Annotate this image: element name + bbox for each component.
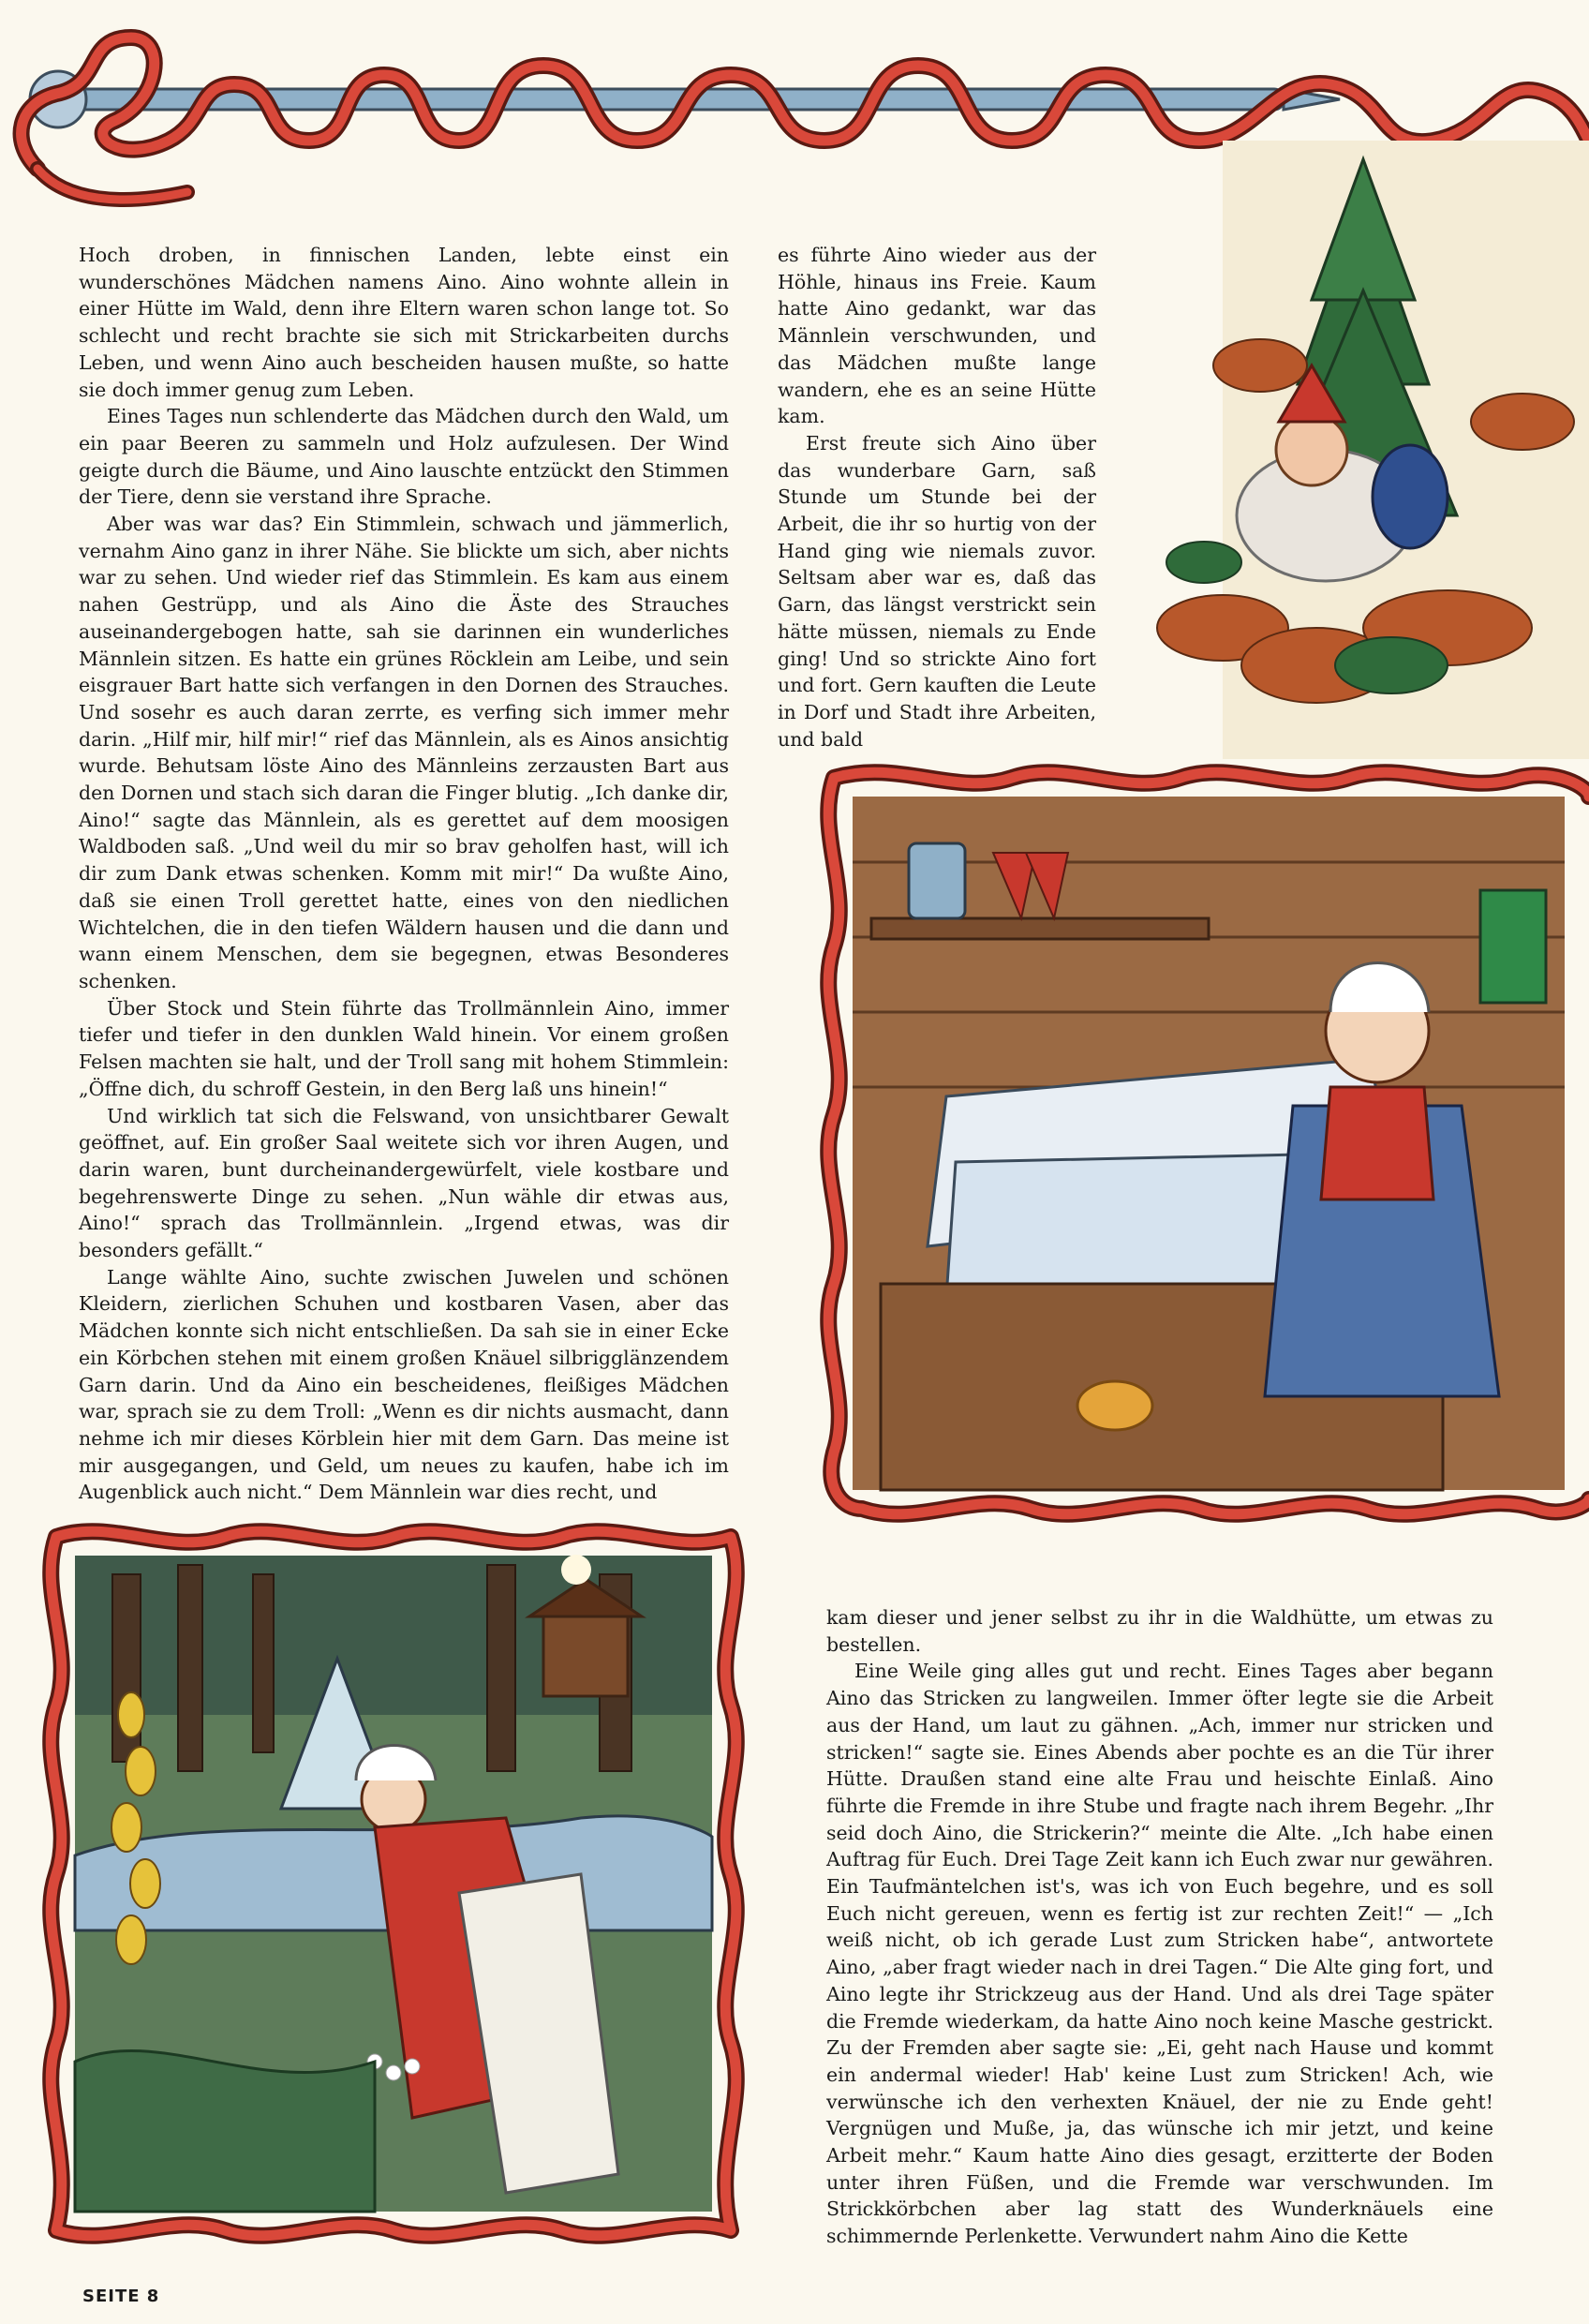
text-column-right-top xyxy=(778,242,1096,752)
paragraph: Eine Weile ging alles gut und recht. Eines Tages aber begann Aino das Stricken zu langweilen. Immer öfter legte sie die Arbeit aus der Hand, um laut zu gähnen. „Ach, immer nur stricken und stricken!“ sagte sie. Eines Abends aber pochte es an die Tür ihrer Hütte. Draußen stand eine alte Frau und heischte Einlaß. Aino führte die Fremde in ihre Stube und fragte nach ihrem Begehr. „Ihr seid doch Aino, die Strickerin?“ meinte die Alte. „Ich habe einen Auftrag für Euch. Drei Tage Zeit kann ich Euch zwar nur gewähren. Ein Taufmäntelchen ist's, was ich von Euch begehre, und es soll Euch nicht gereuen, wenn es fertig ist zur rechten Zeit!“ — „Ich weiß nicht, ob ich gerade Lust zum Stricken habe“, antwortete Aino, „aber fragt wieder nach in drei Tagen.“ Die Alte ging fort, und Aino legte ihr Strickzeug aus der Hand. Und als drei Tage später die Fremde wiederkam, da hatte Aino noch keine Masche gestrickt. Zu der Fremden aber sagte sie: „Ei, geht nach Hause und kommt ein andermal wieder! Hab' keine Lust zum Stricken! Ach, wie verwünsche ich den verhexten Knäuel, der nie zu Ende geht! Vergnügen und Muße, ja, das wünsche ich mir jetzt, und keine Arbeit mehr.“ Kaum hatte Aino dies gesagt, erzitterte der Boden unter ihren Füßen, und die Fremde war verschwunden. Im Strickkörbchen aber lag statt des Wunderknäuels eine schimmernde Perlenkette. Verwundert nahm Aino die Kette xyxy=(826,1660,1493,2248)
paragraph: Und wirklich tat sich die Felswand, von unsichtbarer Gewalt geöffnet, auf. Ein großer Saal weitete sich vor ihren Augen, und darin waren, bunt durcheinandergewürfelt, viele kostbare und begehrenswerte Dinge zu sehen. „Nun wähle dir etwas aus, Aino!“ sprach das Trollmännlein. „Irgend etwas, was dir besonders gefällt.“ xyxy=(79,1104,729,1262)
paragraph: kam dieser und jener selbst zu ihr in die Waldhütte, um etwas zu bestellen. xyxy=(826,1606,1493,1656)
aino-forest-illustration xyxy=(19,1499,759,2268)
paragraph: Über Stock und Stein führte das Trollmännlein Aino, immer tiefer und tiefer in den dunklen Wald hinein. Vor einem großen Felsen machten sie halt, und der Troll sang mit hohem Stimmlein: „Öffne dich, du schroff Gestein, in den Berg laß uns hinein!“ xyxy=(79,996,729,1100)
page-number: SEITE 8 xyxy=(82,2287,160,2306)
paragraph: es führte Aino wieder aus der Höhle, hinaus ins Freie. Kaum hatte Aino gedankt, war das Männlein verschwunden, und das Mädchen mußte lange wandern, ehe es an seine Hütte kam. xyxy=(778,244,1096,428)
paragraph: Eines Tages nun schlenderte das Mädchen durch den Wald, um ein paar Beeren zu sammeln und Holz aufzulesen. Der Wind geigte durch die Bäume, und Aino lauschte entzückt den Stimmen der Tiere, denn sie verstand ihre Sprache. xyxy=(79,405,729,509)
text-column-left xyxy=(79,242,729,1506)
paragraph: Aber was war das? Ein Stimmlein, schwach und jämmerlich, vernahm Aino ganz in ihrer Nähe. Sie blickte um sich, aber nichts war zu sehen. Und wieder rief das Stimmlein. Es kam aus einem nahen Gestrüpp, und als Aino die Äste des Strauches auseinandergebogen hatte, sah sie darinnen ein wunderliches Männlein sitzen. Es hatte ein grünes Röcklein am Leibe, und sein eisgrauer Bart hatte sich verfangen in den Dornen des Strauches. Und sosehr es auch daran zerrte, es verfing sich immer mehr darin. „Hilf mir, hilf mir!“ rief das Männlein, als es Ainos ansichtig wurde. Behutsam löste Aino des Männleins zerzausten Bart aus den Dornen und stach sich daran die Finger blutig. „Ich danke dir, Aino!“ sagte das Männlein, als es gerettet auf dem moosigen Waldboden saß. „Und weil du mir so brav geholfen hast, will ich dir zum Dank etwas schenken. Komm mit mir!“ Da wußte Aino, daß sie einen Troll gerettet hatte, eines von den niedlichen Wichtelchen, die in den tiefen Wäldern hausen und die dann und wann einem Menschen, dem sie begegnen, etwas Besonderes schenken. xyxy=(79,513,729,992)
paragraph: Lange wählte Aino, suchte zwischen Juwelen und schönen Kleidern, zierlichen Schuhen und kostbaren Vasen, aber das Mädchen konnte sich nicht entschließen. Da sah sie in einer Ecke ein Körbchen stehen mit einem großen Knäuel silbrigglänzendem Garn darin. Und da Aino ein bescheidenes, fleißiges Mädchen war, sprach sie zu dem Troll: „Wenn es dir nichts ausmacht, dann nehme ich mir dieses Körblein hier mit dem Garn. Das meine ist mir ausgegangen, und Geld, um neues zu kaufen, habe ich im Augenblick auch nicht.“ Dem Männlein war dies recht, und xyxy=(79,1265,729,1504)
paragraph: Erst freute sich Aino über das wunderbare Garn, saß Stunde um Stunde bei der Arbeit, die ihr so hurtig von der Hand ging wie niemals zuvor. Seltsam aber war es, daß das Garn, das längst verstrickt sein hätte müssen, niemals zu Ende ging! Und so strickte Aino fort und fort. Gern kauften die Leute in Dorf und Stadt ihre Arbeiten, und bald xyxy=(778,431,1096,751)
troll-tree-illustration xyxy=(1110,141,1589,759)
aino-bed-illustration xyxy=(806,759,1589,1546)
paragraph: Hoch droben, in finnischen Landen, lebte einst ein wunderschönes Mädchen namens Aino. Aino wohnte allein in einer Hütte im Wald, denn ihre Eltern waren schon lange tot. So schlecht und recht brachte sie sich mit Strickarbeiten durchs Leben, und wenn Aino auch bescheiden hausen mußte, so hatte sie doch immer genug zum Leben. xyxy=(79,244,729,401)
text-column-right-bottom xyxy=(826,1604,1493,2250)
